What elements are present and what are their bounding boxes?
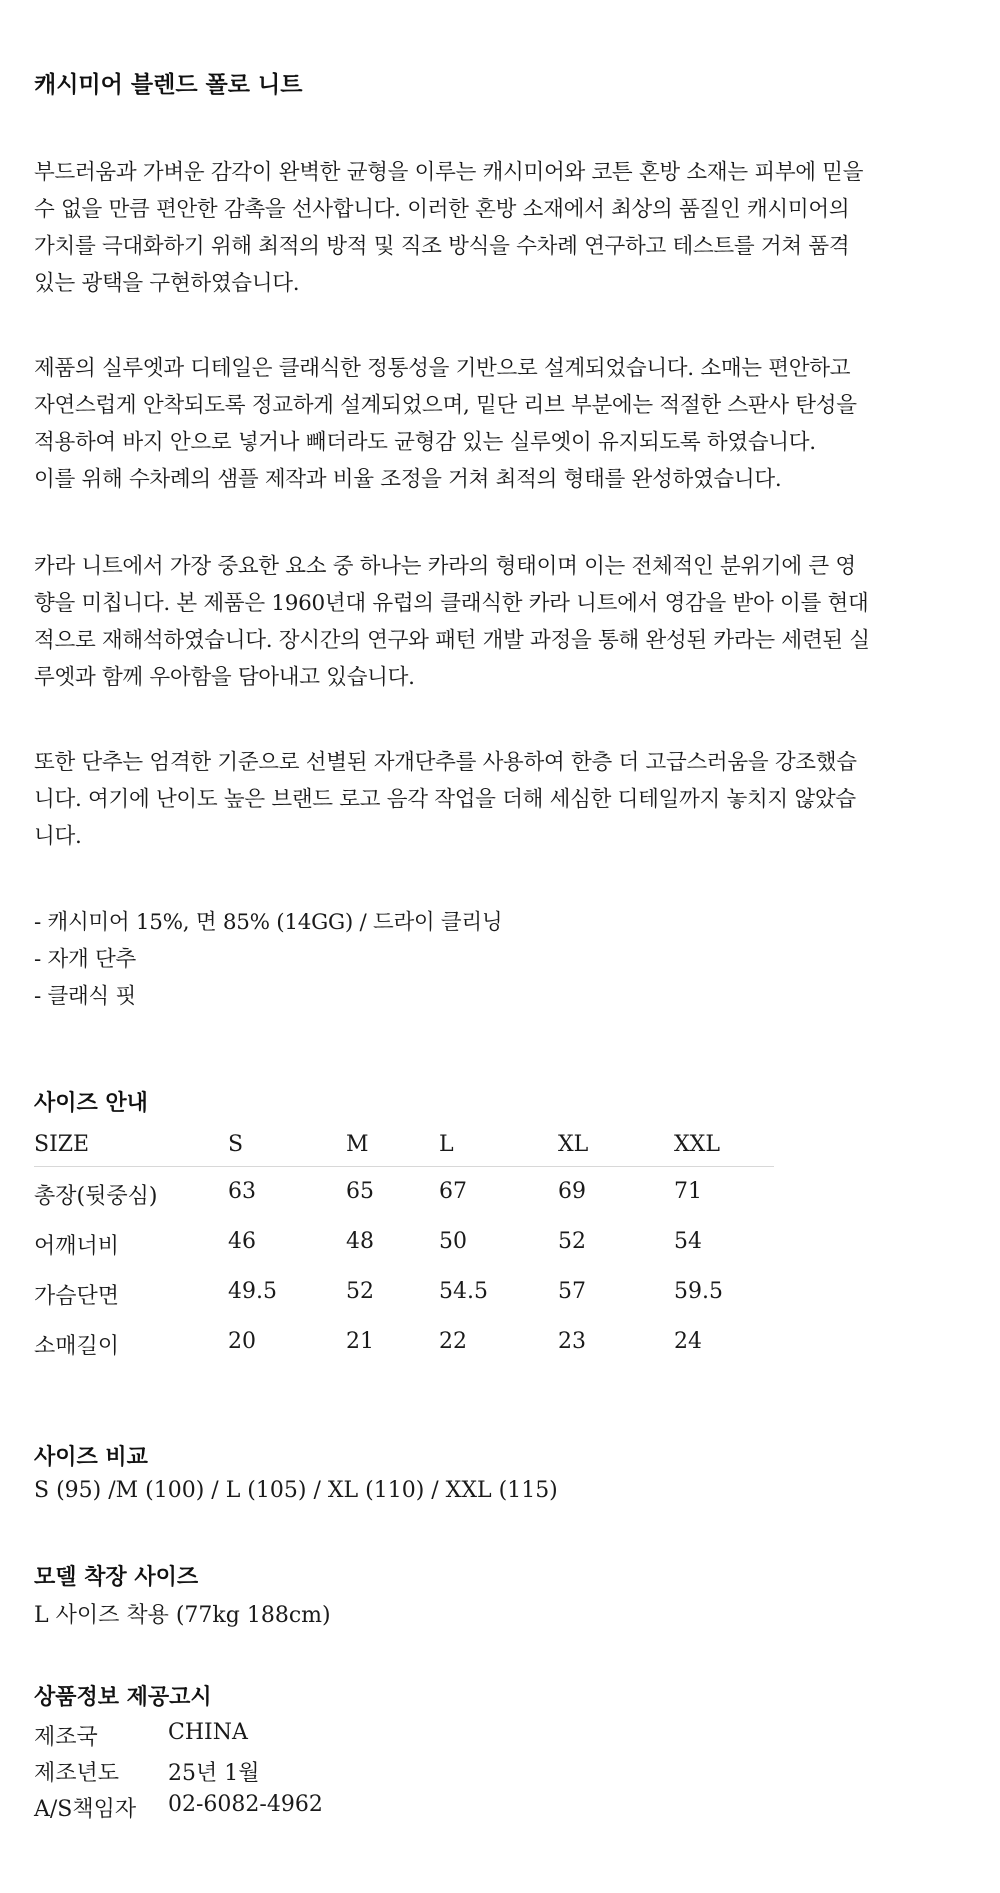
- paragraph-line: 향을 미칩니다. 본 제품은 1960년대 유럽의 클래식한 카라 니트에서 영감을 받아 이를 현대: [34, 591, 869, 616]
- size-header-cell: SIZE: [34, 1132, 90, 1157]
- table-row: [34, 1279, 774, 1329]
- paragraph-line: 제품의 실루엣과 디테일은 클래식한 정통성을 기반으로 설계되었습니다. 소매는 편안하고: [34, 356, 851, 381]
- size-cell: 21: [346, 1329, 374, 1354]
- size-row-label: 어깨너비: [34, 1234, 120, 1259]
- size-header-cell: S: [228, 1132, 244, 1157]
- size-guide-title: 사이즈 안내: [34, 1091, 148, 1116]
- size-cell: 50: [439, 1229, 467, 1254]
- info-value: 25년 1월: [168, 1761, 260, 1786]
- size-compare-title: 사이즈 비교: [34, 1445, 148, 1470]
- product-info-title: 상품정보 제공고시: [34, 1685, 212, 1710]
- paragraph-line: 적으로 재해석하였습니다. 장시간의 연구와 패턴 개발 과정을 통해 완성된 카라는 세련된 실: [34, 628, 870, 653]
- paragraph-line: 수 없을 만큼 편안한 감촉을 선사합니다. 이러한 혼방 소재에서 최상의 품질인 캐시미어의: [34, 197, 850, 222]
- paragraph-line: 루엣과 함께 우아함을 담아내고 있습니다.: [34, 665, 415, 690]
- feature-item: - 캐시미어 15%, 면 85% (14GG) / 드라이 클리닝: [34, 910, 503, 935]
- paragraph-line: 이를 위해 수차례의 샘플 제작과 비율 조정을 거쳐 최적의 형태를 완성하였습니다.: [34, 467, 782, 492]
- size-table: [34, 1130, 774, 1379]
- description-paragraph-1: [34, 154, 974, 302]
- paragraph-line: 있는 광택을 구현하였습니다.: [34, 271, 300, 296]
- paragraph-line: 니다. 여기에 난이도 높은 브랜드 로고 음각 작업을 더해 세심한 디테일까지 놓치지 않았습: [34, 787, 856, 812]
- paragraph-line: 가치를 극대화하기 위해 최적의 방적 및 직조 방식을 수차례 연구하고 테스트를 거쳐 품격: [34, 234, 850, 259]
- size-cell: 59.5: [674, 1279, 723, 1304]
- size-cell: 65: [346, 1179, 374, 1204]
- table-row: [34, 1329, 774, 1379]
- size-cell: 63: [228, 1179, 256, 1204]
- feature-item: - 클래식 핏: [34, 984, 136, 1009]
- model-fit-text: L 사이즈 착용 (77kg 188cm): [34, 1603, 331, 1628]
- size-cell: 22: [439, 1329, 467, 1354]
- size-cell: 57: [558, 1279, 586, 1304]
- size-header-cell: XXL: [674, 1132, 720, 1157]
- table-row: [34, 1229, 774, 1279]
- size-row-label: 가슴단면: [34, 1284, 120, 1309]
- description-paragraph-2: [34, 350, 974, 498]
- feature-list: [34, 904, 974, 1015]
- info-value: 02-6082-4962: [168, 1792, 323, 1817]
- description-paragraph-3: [34, 548, 974, 696]
- description-paragraph-4: [34, 744, 974, 855]
- size-cell: 49.5: [228, 1279, 277, 1304]
- size-cell: 54: [674, 1229, 702, 1254]
- size-cell: 48: [346, 1229, 374, 1254]
- paragraph-line: 부드러움과 가벼운 감각이 완벽한 균형을 이루는 캐시미어와 코튼 혼방 소재는 피부에 믿을: [34, 160, 864, 185]
- info-label: 제조국: [34, 1725, 98, 1750]
- size-cell: 54.5: [439, 1279, 488, 1304]
- feature-item: - 자개 단추: [34, 947, 136, 972]
- size-header-cell: XL: [558, 1132, 589, 1157]
- info-label: A/S책임자: [34, 1797, 137, 1822]
- table-row: [34, 1179, 774, 1229]
- size-row-label: 소매길이: [34, 1334, 120, 1359]
- size-compare-text: S (95) /M (100) / L (105) / XL (110) / XXL (115): [34, 1478, 558, 1503]
- product-title: 캐시미어 블렌드 폴로 니트: [34, 72, 303, 98]
- paragraph-line: 적용하여 바지 안으로 넣거나 빼더라도 균형감 있는 실루엣이 유지되도록 하였습니다.: [34, 430, 816, 455]
- paragraph-line: 니다.: [34, 824, 82, 849]
- size-header-cell: L: [439, 1132, 454, 1157]
- size-cell: 52: [346, 1279, 374, 1304]
- paragraph-line: 또한 단추는 엄격한 기준으로 선별된 자개단추를 사용하여 한층 더 고급스러움을 강조했습: [34, 750, 857, 775]
- size-cell: 71: [674, 1179, 702, 1204]
- size-cell: 46: [228, 1229, 256, 1254]
- paragraph-line: 카라 니트에서 가장 중요한 요소 중 하나는 카라의 형태이며 이는 전체적인 분위기에 큰 영: [34, 554, 856, 579]
- model-fit-title: 모델 착장 사이즈: [34, 1565, 199, 1590]
- size-cell: 20: [228, 1329, 256, 1354]
- size-row-label: 총장(뒷중심): [34, 1184, 158, 1209]
- info-label: 제조년도: [34, 1761, 120, 1786]
- size-cell: 67: [439, 1179, 467, 1204]
- size-cell: 69: [558, 1179, 586, 1204]
- info-value: CHINA: [168, 1720, 248, 1745]
- paragraph-line: 자연스럽게 안착되도록 정교하게 설계되었으며, 밑단 리브 부분에는 적절한 스판사 탄성을: [34, 393, 857, 418]
- size-header-cell: M: [346, 1132, 369, 1157]
- size-table-header: [34, 1130, 774, 1167]
- size-cell: 23: [558, 1329, 586, 1354]
- size-cell: 24: [674, 1329, 702, 1354]
- size-cell: 52: [558, 1229, 586, 1254]
